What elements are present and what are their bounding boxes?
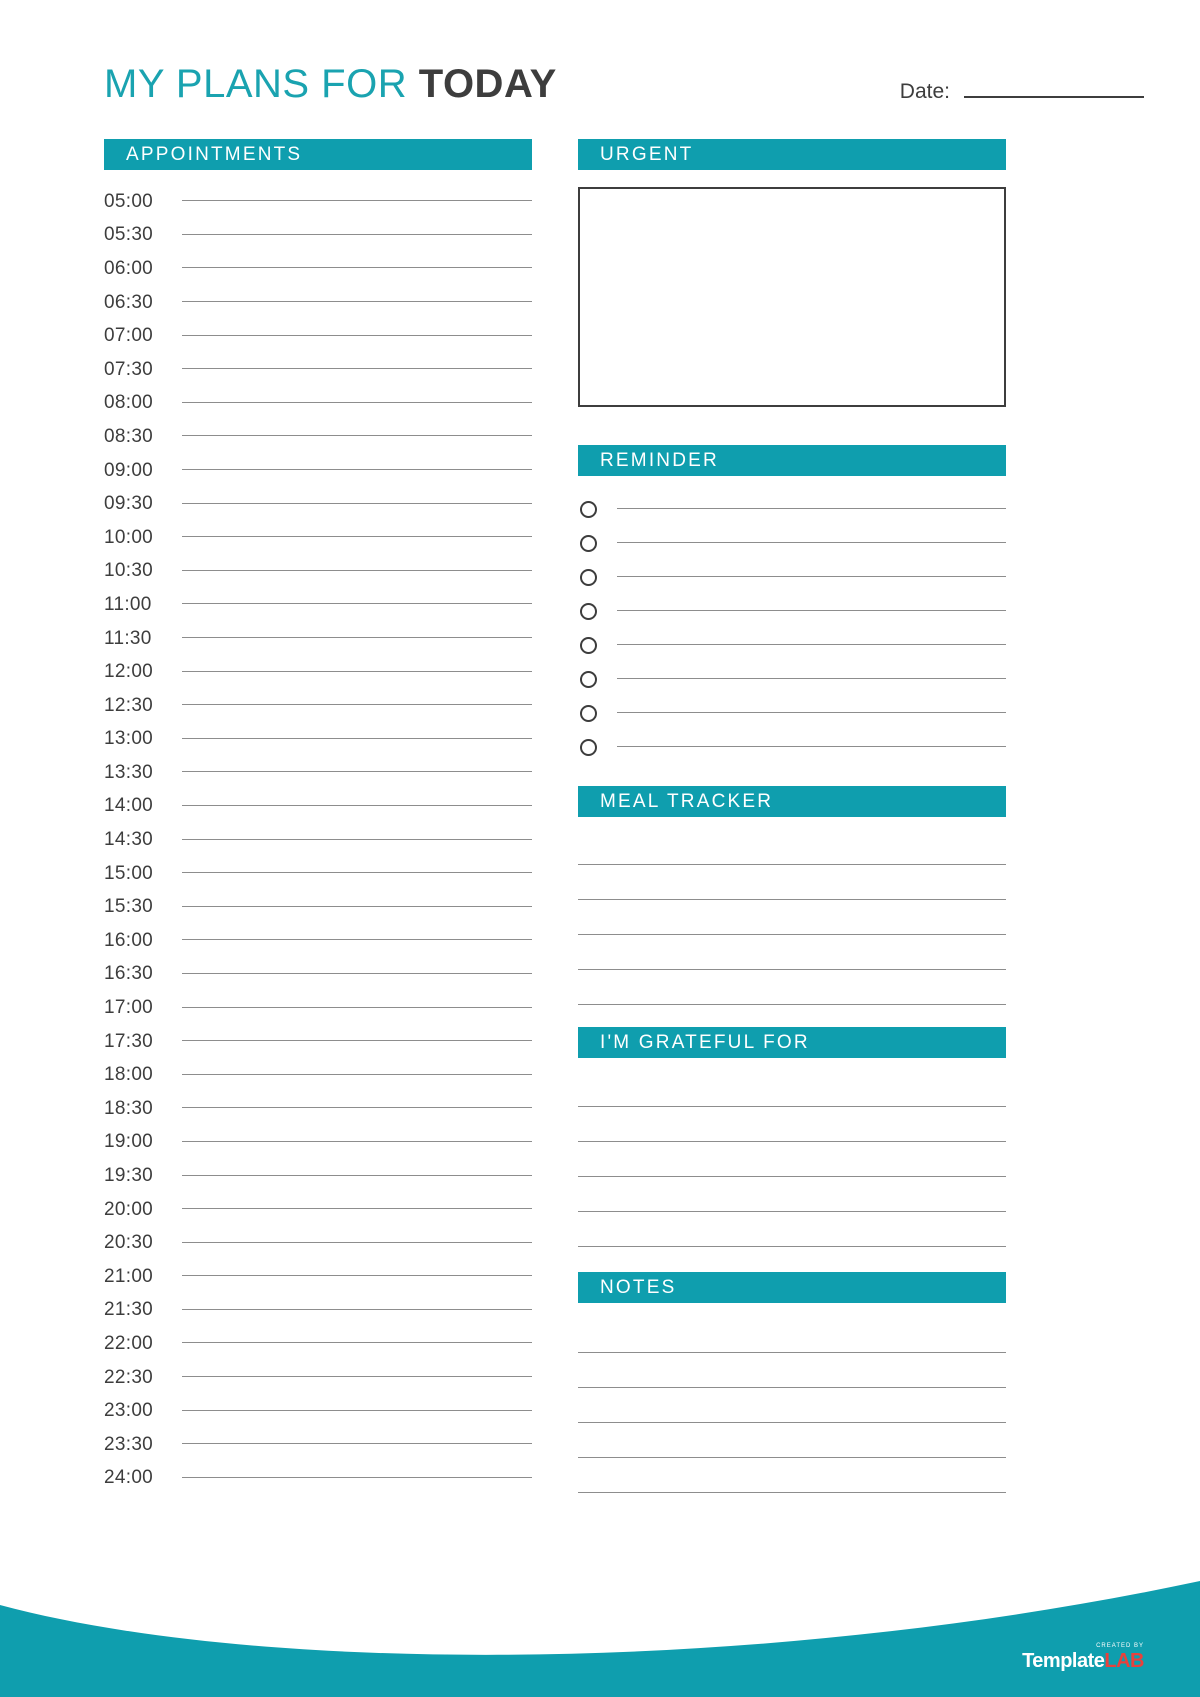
appointment-write-line[interactable] [182, 770, 532, 772]
appointment-time: 14:00 [104, 795, 154, 817]
grateful-heading: I'M GRATEFUL FOR [578, 1027, 1006, 1058]
meal-tracker-list [578, 830, 1006, 1005]
appointment-time: 20:00 [104, 1198, 154, 1220]
appointment-time: 06:30 [104, 291, 154, 313]
appointment-row[interactable] [104, 924, 532, 958]
appointment-time: 10:00 [104, 526, 154, 548]
notes-line[interactable] [578, 1353, 1006, 1388]
brand-logo [1022, 1643, 1144, 1671]
page-title-bold: TODAY [418, 62, 557, 106]
reminder-heading: REMINDER [578, 445, 1006, 476]
appointment-time: 05:30 [104, 224, 154, 246]
appointment-row[interactable] [104, 1226, 532, 1260]
page-title [104, 62, 557, 107]
reminder-item[interactable] [578, 730, 1006, 764]
appointment-time: 11:30 [104, 627, 152, 649]
checkbox-circle-icon[interactable] [580, 739, 597, 756]
appointment-row[interactable] [104, 555, 532, 589]
appointment-write-line[interactable] [182, 703, 532, 705]
urgent-box[interactable] [578, 187, 1006, 407]
appointment-row[interactable] [104, 756, 532, 790]
appointment-write-line[interactable] [182, 569, 532, 571]
appointment-row[interactable] [104, 622, 532, 656]
reminder-item[interactable] [578, 492, 1006, 526]
wave-shape-icon [0, 1547, 1200, 1697]
notes-line[interactable] [578, 1423, 1006, 1458]
appointment-time: 06:00 [104, 257, 154, 279]
appointment-write-line[interactable] [182, 300, 532, 302]
appointment-row[interactable] [104, 588, 532, 622]
grateful-list [578, 1072, 1006, 1247]
appointment-row[interactable] [104, 219, 532, 253]
appointment-time: 12:00 [104, 661, 154, 683]
appointment-time: 23:30 [104, 1433, 154, 1455]
grateful-line[interactable] [578, 1142, 1006, 1177]
appointment-time: 15:00 [104, 862, 154, 884]
appointment-write-line[interactable] [182, 938, 532, 940]
appointment-time: 20:30 [104, 1232, 154, 1254]
appointment-row[interactable] [104, 454, 532, 488]
grateful-line[interactable] [578, 1177, 1006, 1212]
appointment-time: 18:30 [104, 1097, 154, 1119]
appointment-row[interactable] [104, 252, 532, 286]
grateful-line[interactable] [578, 1107, 1006, 1142]
appointment-row[interactable] [104, 353, 532, 387]
notes-list [578, 1318, 1006, 1493]
appointment-time: 24:00 [104, 1467, 154, 1489]
brand-name-second: LAB [1104, 1650, 1144, 1672]
appointment-row[interactable] [104, 185, 532, 219]
checkbox-circle-icon[interactable] [580, 501, 597, 518]
appointment-time: 09:00 [104, 459, 154, 481]
meal-tracker-line[interactable] [578, 970, 1006, 1005]
reminder-write-line[interactable] [617, 745, 1006, 747]
reminder-write-line[interactable] [617, 711, 1006, 713]
appointment-time: 22:30 [104, 1366, 154, 1388]
reminder-item[interactable] [578, 526, 1006, 560]
reminder-write-line[interactable] [617, 541, 1006, 543]
appointment-write-line[interactable] [182, 670, 532, 672]
notes-line[interactable] [578, 1458, 1006, 1493]
appointment-row[interactable] [104, 790, 532, 824]
appointment-time: 17:00 [104, 997, 154, 1019]
reminder-item[interactable] [578, 628, 1006, 662]
brand-name-first: Template [1022, 1650, 1105, 1672]
checkbox-circle-icon[interactable] [580, 637, 597, 654]
checkbox-circle-icon[interactable] [580, 705, 597, 722]
appointment-write-line[interactable] [182, 334, 532, 336]
appointment-row[interactable] [104, 1462, 532, 1496]
appointment-write-line[interactable] [182, 1341, 532, 1343]
appointment-write-line[interactable] [182, 1409, 532, 1411]
appointment-write-line[interactable] [182, 905, 532, 907]
meal-tracker-line[interactable] [578, 865, 1006, 900]
appointment-time: 18:00 [104, 1064, 154, 1086]
appointment-time: 07:30 [104, 358, 154, 380]
appointment-time: 16:30 [104, 963, 154, 985]
footer-wave [0, 1547, 1200, 1697]
checkbox-circle-icon[interactable] [580, 603, 597, 620]
appointment-time: 19:00 [104, 1131, 154, 1153]
appointment-write-line[interactable] [182, 1006, 532, 1008]
appointments-list [104, 185, 532, 1495]
appointment-write-line[interactable] [182, 871, 532, 873]
appointment-write-line[interactable] [182, 468, 532, 470]
appointment-row[interactable] [104, 521, 532, 555]
appointment-write-line[interactable] [182, 737, 532, 739]
appointment-time: 14:30 [104, 829, 154, 851]
appointment-row[interactable] [104, 1058, 532, 1092]
appointment-write-line[interactable] [182, 972, 532, 974]
appointment-time: 11:00 [104, 593, 152, 615]
checkbox-circle-icon[interactable] [580, 535, 597, 552]
reminder-list [578, 492, 1006, 764]
appointment-row[interactable] [104, 1394, 532, 1428]
appointment-time: 09:30 [104, 493, 154, 515]
appointment-write-line[interactable] [182, 535, 532, 537]
date-input-line[interactable] [964, 95, 1144, 98]
appointments-heading: APPOINTMENTS [104, 139, 532, 170]
appointment-row[interactable] [104, 890, 532, 924]
appointment-time: 05:00 [104, 190, 154, 212]
appointment-row[interactable] [104, 1193, 532, 1227]
appointment-time: 08:00 [104, 392, 154, 414]
notes-line[interactable] [578, 1388, 1006, 1423]
appointment-write-line[interactable] [182, 1140, 532, 1142]
appointment-row[interactable] [104, 723, 532, 757]
grateful-line[interactable] [578, 1072, 1006, 1107]
appointment-row[interactable] [104, 420, 532, 454]
appointment-row[interactable] [104, 286, 532, 320]
appointment-time: 15:30 [104, 896, 154, 918]
appointment-time: 23:00 [104, 1400, 154, 1422]
appointment-write-line[interactable] [182, 1174, 532, 1176]
appointment-write-line[interactable] [182, 1039, 532, 1041]
appointment-write-line[interactable] [182, 1442, 532, 1444]
reminder-item[interactable] [578, 662, 1006, 696]
appointment-row[interactable] [104, 689, 532, 723]
appointment-time: 08:30 [104, 425, 154, 447]
appointment-write-line[interactable] [182, 1476, 532, 1478]
appointment-row[interactable] [104, 1025, 532, 1059]
appointment-row[interactable] [104, 1361, 532, 1395]
reminder-write-line[interactable] [617, 643, 1006, 645]
urgent-heading: URGENT [578, 139, 1006, 170]
appointment-row[interactable] [104, 823, 532, 857]
appointment-time: 10:30 [104, 560, 154, 582]
brand-name [1022, 1650, 1144, 1672]
appointment-write-line[interactable] [182, 199, 532, 201]
appointment-row[interactable] [104, 1428, 532, 1462]
appointment-row[interactable] [104, 1092, 532, 1126]
appointment-row[interactable] [104, 1294, 532, 1328]
reminder-item[interactable] [578, 594, 1006, 628]
appointment-row[interactable] [104, 958, 532, 992]
appointment-row[interactable] [104, 1159, 532, 1193]
appointment-write-line[interactable] [182, 1274, 532, 1276]
appointment-write-line[interactable] [182, 636, 532, 638]
appointment-time: 13:00 [104, 728, 154, 750]
page-header [104, 62, 1144, 122]
appointment-write-line[interactable] [182, 502, 532, 504]
date-field[interactable] [900, 80, 1144, 104]
appointment-row[interactable] [104, 487, 532, 521]
reminder-item[interactable] [578, 696, 1006, 730]
appointment-write-line[interactable] [182, 1207, 532, 1209]
reminder-item[interactable] [578, 560, 1006, 594]
appointment-write-line[interactable] [182, 602, 532, 604]
appointment-time: 22:00 [104, 1332, 154, 1354]
appointment-row[interactable] [104, 991, 532, 1025]
appointment-time: 21:00 [104, 1265, 154, 1287]
date-label: Date: [899, 80, 950, 103]
appointment-row[interactable] [104, 857, 532, 891]
appointment-time: 19:30 [104, 1165, 154, 1187]
appointment-time: 13:30 [104, 761, 154, 783]
appointment-write-line[interactable] [182, 804, 532, 806]
meal-tracker-line[interactable] [578, 935, 1006, 970]
checkbox-circle-icon[interactable] [580, 671, 597, 688]
appointment-write-line[interactable] [182, 434, 532, 436]
appointment-row[interactable] [104, 1327, 532, 1361]
appointment-time: 07:00 [104, 325, 154, 347]
appointment-time: 12:30 [104, 694, 154, 716]
appointment-write-line[interactable] [182, 233, 532, 235]
appointment-write-line[interactable] [182, 266, 532, 268]
notes-heading: NOTES [578, 1272, 1006, 1303]
appointment-row[interactable] [104, 655, 532, 689]
checkbox-circle-icon[interactable] [580, 569, 597, 586]
reminder-write-line[interactable] [617, 507, 1006, 509]
appointment-time: 21:30 [104, 1299, 154, 1321]
page-title-light: MY PLANS FOR [104, 62, 419, 106]
reminder-write-line[interactable] [617, 677, 1006, 679]
appointment-time: 17:30 [104, 1030, 154, 1052]
appointment-write-line[interactable] [182, 1308, 532, 1310]
meal-tracker-line[interactable] [578, 830, 1006, 865]
appointment-write-line[interactable] [182, 838, 532, 840]
appointment-row[interactable] [104, 1126, 532, 1160]
appointment-row[interactable] [104, 387, 532, 421]
grateful-line[interactable] [578, 1212, 1006, 1247]
appointment-row[interactable] [104, 1260, 532, 1294]
appointment-write-line[interactable] [182, 401, 532, 403]
reminder-write-line[interactable] [617, 609, 1006, 611]
appointment-time: 16:00 [104, 929, 154, 951]
brand-created-by: CREATED BY [1096, 1643, 1144, 1649]
appointment-write-line[interactable] [182, 367, 532, 369]
reminder-write-line[interactable] [617, 575, 1006, 577]
appointment-write-line[interactable] [182, 1106, 532, 1108]
meal-tracker-heading: MEAL TRACKER [578, 786, 1006, 817]
appointment-write-line[interactable] [182, 1241, 532, 1243]
appointment-row[interactable] [104, 319, 532, 353]
meal-tracker-line[interactable] [578, 900, 1006, 935]
appointment-write-line[interactable] [182, 1375, 532, 1377]
notes-line[interactable] [578, 1318, 1006, 1353]
appointment-write-line[interactable] [182, 1073, 532, 1075]
